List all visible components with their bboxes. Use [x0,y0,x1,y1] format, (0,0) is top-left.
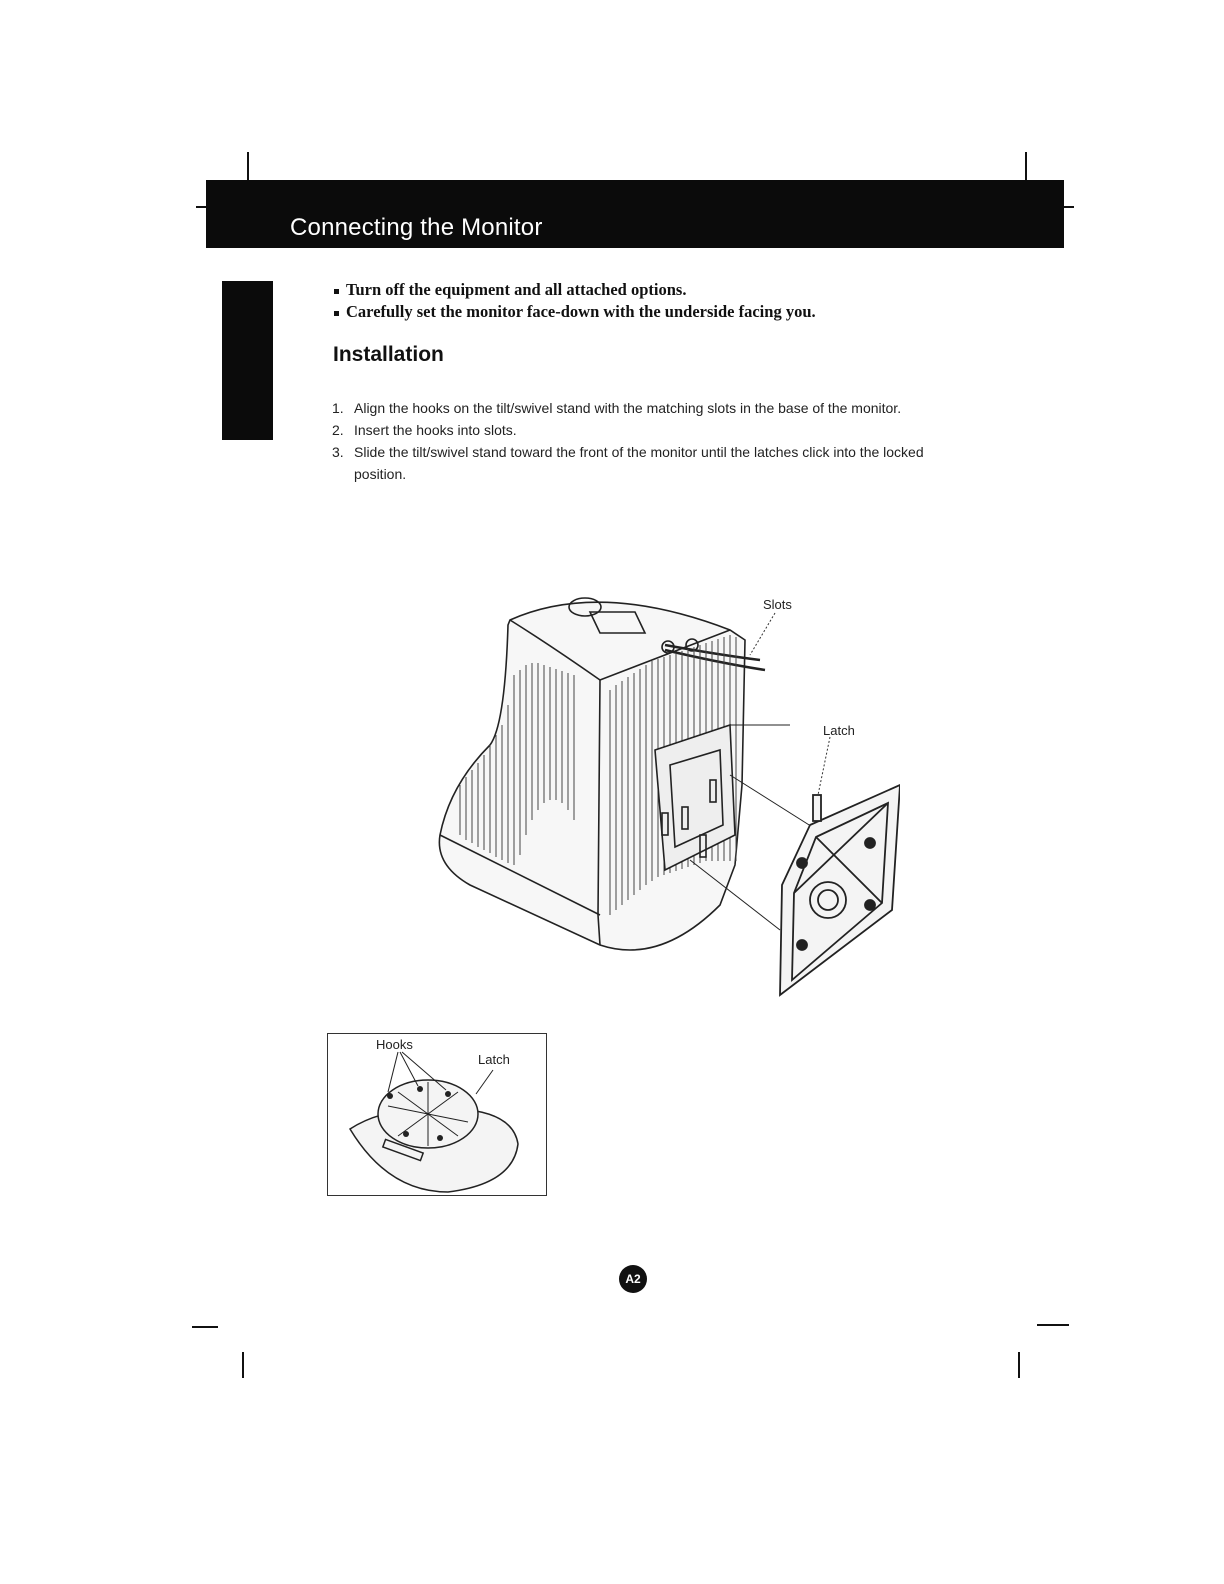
prerequisite-notes [334,279,816,323]
monitor-drawing [439,598,825,950]
step-text: Insert the hooks into slots. [354,422,517,438]
step-item [332,441,952,485]
bullet-icon [334,311,339,316]
crop-mark [1018,1352,1020,1378]
tilt-swivel-stand-drawing [780,785,900,995]
section-tab-marker [222,281,273,440]
page-title: Connecting the Monitor [290,214,543,241]
section-heading: Installation [333,343,444,366]
hooks-detail-inset [327,1033,547,1196]
step-number: 1. [332,400,344,416]
hooks-label: Hooks [376,1037,413,1052]
slots-label: Slots [763,597,792,612]
step-text: Align the hooks on the tilt/swivel stand with the matching slots in the base of the monitor. [354,400,902,416]
note-item [334,279,816,301]
step-number: 2. [332,422,344,438]
monitor-stand-illustration [430,585,900,1005]
crop-mark [242,1352,244,1378]
crop-mark [192,1326,218,1328]
step-item [332,397,952,419]
note-item [334,301,816,323]
installation-steps [332,397,952,485]
crop-mark [1037,1324,1069,1326]
latch-label: Latch [823,723,855,738]
header-bar [206,180,1064,248]
note-text: Carefully set the monitor face-down with the underside facing you. [346,302,816,321]
step-text: Slide the tilt/swivel stand toward the front of the monitor until the latches click into the locked position. [354,444,924,482]
crop-mark [247,152,249,182]
crop-mark [1025,152,1027,182]
hooks-detail-drawing [328,1034,546,1195]
step-item [332,419,952,441]
bullet-icon [334,289,339,294]
step-number: 3. [332,444,344,460]
note-text: Turn off the equipment and all attached options. [346,280,687,299]
page-number-badge: A2 [619,1265,647,1293]
inset-latch-label: Latch [478,1052,510,1067]
crop-mark [1064,206,1074,208]
